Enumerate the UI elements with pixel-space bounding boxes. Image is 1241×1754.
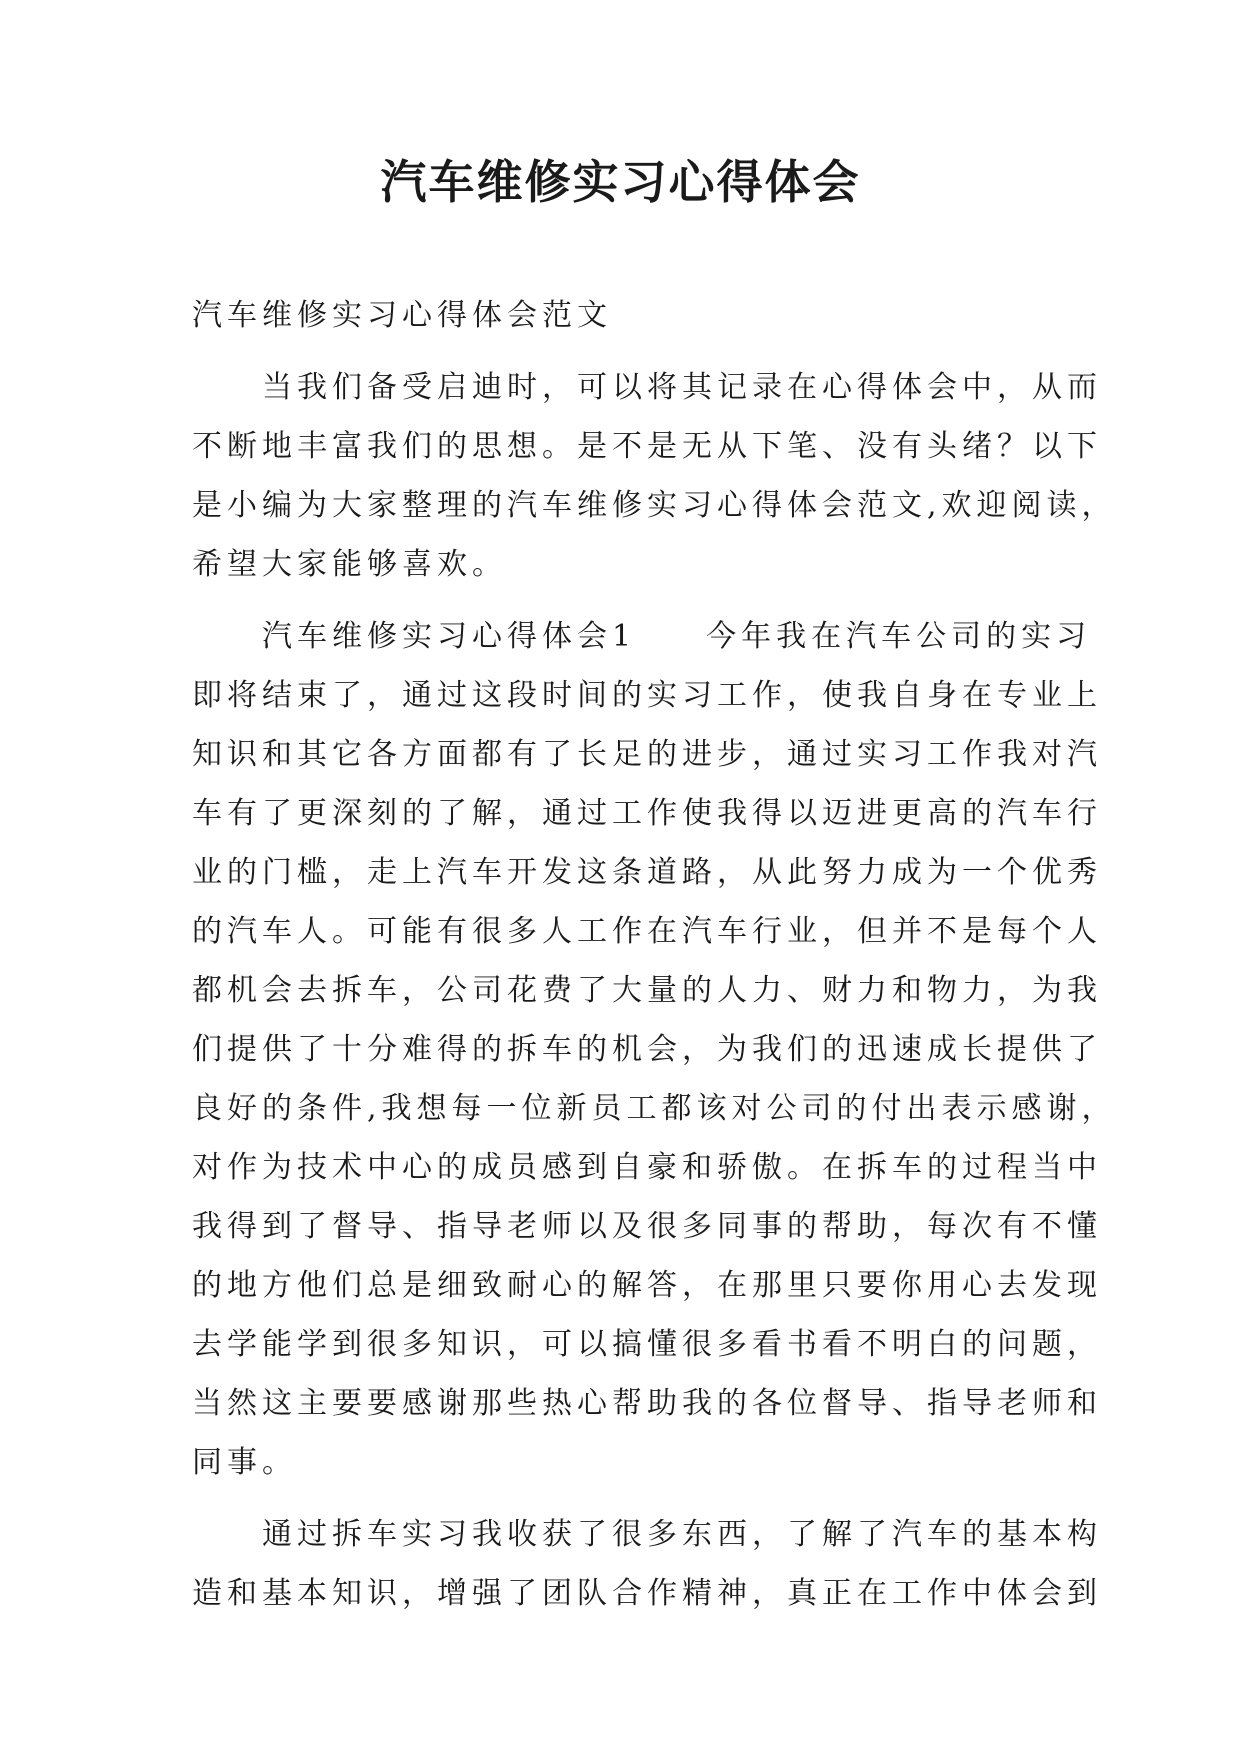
text-line: 去学能学到很多知识，可以搞懂很多看书看不明白的问题，	[192, 1327, 1102, 1362]
text-line: 对作为技术中心的成员感到自豪和骄傲。在拆车的过程当中	[192, 1150, 1102, 1185]
text-line: 车有了更深刻的了解，通过工作使我得以迈进更高的汽车行	[192, 796, 1102, 831]
text-line: 是小编为大家整理的汽车维修实习心得体会范文,欢迎阅读，	[192, 488, 1117, 523]
text-line: 汽车维修实习心得体会1 今年我在汽车公司的实习	[192, 619, 1092, 654]
paragraph-intro	[192, 358, 1117, 594]
paragraph-essay-2	[192, 1505, 1102, 1623]
text-line: 的汽车人。可能有很多人工作在汽车行业，但并不是每个人	[192, 914, 1102, 949]
text-line: 良好的条件,我想每一位新员工都该对公司的付出表示感谢，	[192, 1091, 1117, 1126]
paragraph-spacer	[192, 594, 1062, 607]
text-line: 业的门槛，走上汽车开发这条道路，从此努力成为一个优秀	[192, 855, 1102, 890]
text-line: 造和基本知识，增强了团队合作精神，真正在工作中体会到	[192, 1576, 1102, 1611]
text-line: 同事。	[192, 1445, 297, 1480]
text-line: 的地方他们总是细致耐心的解答，在那里只要你用心去发现	[192, 1268, 1102, 1303]
text-line: 知识和其它各方面都有了长足的进步，通过实习工作我对汽	[192, 737, 1102, 772]
document-subtitle: 汽车维修实习心得体会范文	[192, 298, 612, 333]
text-line: 们提供了十分难得的拆车的机会，为我们的迅速成长提供了	[192, 1032, 1102, 1067]
text-line: 当然这主要要感谢那些热心帮助我的各位督导、指导老师和	[192, 1386, 1102, 1421]
text-line: 我得到了督导、指导老师以及很多同事的帮助，每次有不懂	[192, 1209, 1102, 1244]
paragraph-spacer	[192, 345, 1062, 358]
document-body	[192, 286, 1117, 1623]
text-line: 当我们备受启迪时，可以将其记录在心得体会中，从而	[192, 370, 1102, 405]
paragraph-spacer	[192, 1492, 1062, 1505]
text-line: 即将结束了，通过这段时间的实习工作，使我自身在专业上	[192, 678, 1102, 713]
text-line: 都机会去拆车，公司花费了大量的人力、财力和物力，为我	[192, 973, 1102, 1008]
page-title: 汽车维修实习心得体会	[380, 155, 861, 209]
text-line: 通过拆车实习我收获了很多东西，了解了汽车的基本构	[192, 1517, 1102, 1552]
text-line: 不断地丰富我们的思想。是不是无从下笔、没有头绪？以下	[192, 429, 1102, 464]
text-line: 希望大家能够喜欢。	[192, 547, 507, 582]
paragraph-essay-1	[192, 607, 1117, 1492]
